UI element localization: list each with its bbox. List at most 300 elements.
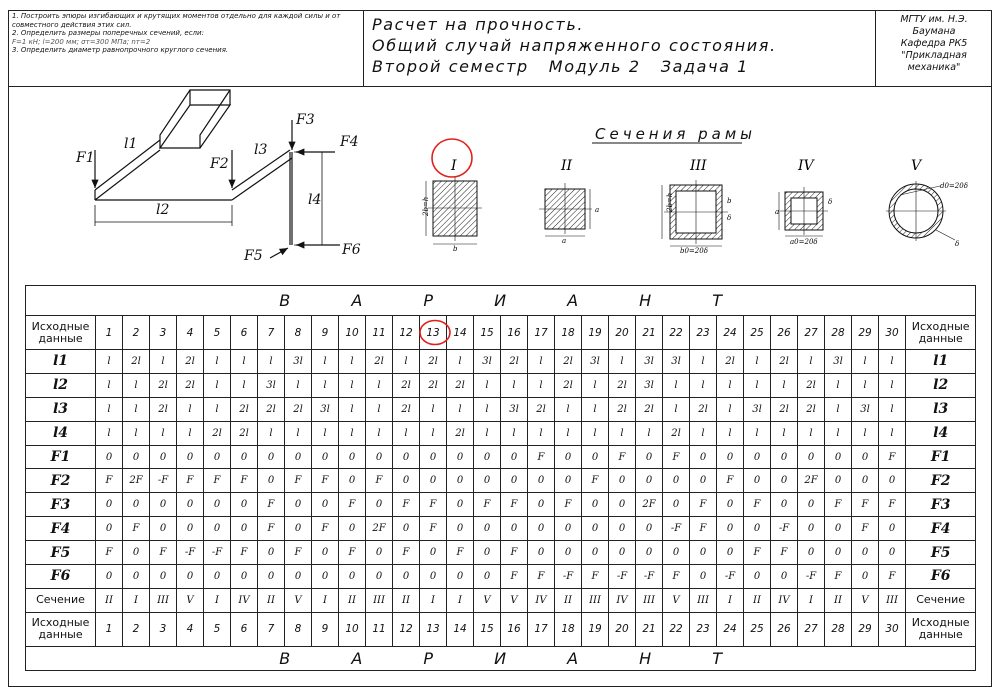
section-cell: V [663,588,690,612]
table-cell: 0 [879,517,906,541]
table-cell: 2l [366,350,393,374]
footer-variant-number-22: 22 [663,612,690,646]
table-cell: F [555,493,582,517]
section-cell: III [582,588,609,612]
footer-variant-number-12: 12 [393,612,420,646]
table-cell: 3l [852,397,879,421]
section-cell: II [744,588,771,612]
table-cell: 3l [663,350,690,374]
row-label-f6: F6 [26,565,96,589]
section-cell: V [501,588,528,612]
variant-number-24: 24 [717,316,744,350]
label-f1: F1 [76,150,95,166]
variant-number-22: 22 [663,316,690,350]
table-cell: l [528,373,555,397]
table-cell: F [204,469,231,493]
table-cell: l [285,421,312,445]
footer-label-left: Исходные данные [26,612,96,646]
footer-variant-number-27: 27 [798,612,825,646]
section-cell: III [150,588,177,612]
table-cell: 2l [393,397,420,421]
table-cell: -F [636,565,663,589]
table-cell: 0 [717,445,744,469]
row-label-right-f1: F1 [906,445,976,469]
table-cell: l [312,373,339,397]
label-f5: F5 [244,248,263,264]
table-cell: 3l [744,397,771,421]
table-cell: l [339,397,366,421]
table-cell: l [690,421,717,445]
footer-variant-number-9: 9 [312,612,339,646]
section-row-label-right: Сечение [906,588,976,612]
table-cell: 0 [231,445,258,469]
table-cell: 0 [636,541,663,565]
table-cell: F [474,493,501,517]
table-cell: 0 [717,493,744,517]
table-cell: 0 [285,565,312,589]
table-cell: 0 [474,541,501,565]
table-cell: -F [798,565,825,589]
table-cell: l [582,373,609,397]
table-cell: 0 [663,493,690,517]
table-cell: F [879,493,906,517]
table-cell: 0 [528,517,555,541]
table-cell: 0 [582,541,609,565]
data-row-f6 [26,565,976,589]
table-cell: F [528,445,555,469]
table-cell: 2l [231,421,258,445]
section-iv-dim-delta: δ [828,198,833,206]
footer-variant-number-24: 24 [717,612,744,646]
table-cell: 0 [528,493,555,517]
table-cell: 0 [744,445,771,469]
table-cell: l [366,397,393,421]
section-cell: V [285,588,312,612]
table-cell: 0 [447,517,474,541]
row-label-right-f5: F5 [906,541,976,565]
table-cell: 0 [393,469,420,493]
row-label-f5: F5 [26,541,96,565]
table-cell: l [771,421,798,445]
table-cell: 0 [528,469,555,493]
variant-number-14: 14 [447,316,474,350]
table-cell: l [663,397,690,421]
table-cell: l [96,421,123,445]
table-cell: 0 [258,541,285,565]
table-cell: 0 [771,445,798,469]
variant-footer-row [26,612,976,646]
table-cell: F [447,541,474,565]
table-cell: 0 [312,445,339,469]
variant-title-row [26,286,976,316]
variant-header-row [26,316,976,350]
variant-number-5: 5 [204,316,231,350]
variant-number-2: 2 [123,316,150,350]
table-cell: 0 [96,445,123,469]
table-cell: 2l [663,421,690,445]
table-cell: l [879,373,906,397]
section-iii-dim-b: b [727,197,732,205]
section-cell: II [258,588,285,612]
table-cell: 0 [852,541,879,565]
variant-number-16: 16 [501,316,528,350]
table-cell: F [690,493,717,517]
table-cell: l [420,397,447,421]
table-cell: F [825,565,852,589]
table-cell: 0 [852,445,879,469]
table-cell: 0 [420,541,447,565]
table-cell: 3l [258,373,285,397]
footer-variant-number-3: 3 [150,612,177,646]
table-cell: 0 [339,565,366,589]
table-cell: 3l [501,397,528,421]
row-label-right-l3: l3 [906,397,976,421]
footer-variant-number-29: 29 [852,612,879,646]
variant-number-28: 28 [825,316,852,350]
table-cell: l [312,421,339,445]
instruction-2: 2. Определить размеры поперечных сечений, если: [12,29,204,37]
table-cell: 3l [636,350,663,374]
table-cell: 0 [501,445,528,469]
data-row-f1 [26,445,976,469]
row-label-right-f4: F4 [906,517,976,541]
table-cell: 0 [150,445,177,469]
table-cell: F [393,493,420,517]
table-cell: l [204,350,231,374]
table-cell: 0 [474,469,501,493]
table-cell: F [690,517,717,541]
section-cell: V [852,588,879,612]
table-cell: F [96,469,123,493]
table-cell: F [420,517,447,541]
variant-number-7: 7 [258,316,285,350]
table-cell: 0 [825,541,852,565]
table-cell: 0 [609,517,636,541]
table-cell: 0 [204,565,231,589]
table-cell: 0 [420,565,447,589]
section-row [26,588,976,612]
section-i-numeral: I [451,158,457,174]
data-row-f3 [26,493,976,517]
section-cell: I [717,588,744,612]
section-v [886,158,968,248]
title-line-3: Второй семестр Модуль 2 Задача 1 [372,57,749,76]
table-cell: 2F [636,493,663,517]
table-cell: 0 [393,445,420,469]
footer-variant-number-4: 4 [177,612,204,646]
table-cell: 0 [744,517,771,541]
table-cell: 0 [177,493,204,517]
table-cell: l [393,421,420,445]
section-ii [539,158,599,245]
table-cell: 0 [177,565,204,589]
table-cell: 0 [420,445,447,469]
table-cell: l [582,397,609,421]
table-cell: l [555,397,582,421]
table-cell: -F [663,517,690,541]
table-cell: F [366,469,393,493]
table-cell: l [150,350,177,374]
variant-number-11: 11 [366,316,393,350]
row-label-right-l4: l4 [906,421,976,445]
table-cell: 0 [177,445,204,469]
table-cell: 0 [96,493,123,517]
table-cell: 0 [393,565,420,589]
table-cell: l [339,350,366,374]
label-l4: l4 [308,192,322,208]
table-cell: 2l [177,350,204,374]
section-iii-numeral: III [690,158,707,174]
table-cell: F [150,541,177,565]
table-cell: l [393,350,420,374]
table-cell: 0 [420,469,447,493]
table-cell: l [690,350,717,374]
table-cell: 2l [798,373,825,397]
table-cell: F [879,565,906,589]
table-cell: 2l [609,397,636,421]
section-cell: IV [231,588,258,612]
table-cell: 0 [258,565,285,589]
table-cell: F [771,541,798,565]
variant-footer-title: В А Р И А Н Т [26,646,976,670]
row-label-right-l2: l2 [906,373,976,397]
table-cell: 0 [825,469,852,493]
table-cell: l [852,373,879,397]
table-cell: 0 [717,541,744,565]
table-cell: F [258,517,285,541]
row-label-f4: F4 [26,517,96,541]
table-cell: 2l [636,397,663,421]
table-cell: l [744,421,771,445]
table-cell: 0 [474,565,501,589]
section-i [422,139,482,253]
section-iv-numeral: IV [798,158,814,174]
table-cell: 0 [312,493,339,517]
data-row-l3 [26,397,976,421]
data-row-l2 [26,373,976,397]
section-cell: III [366,588,393,612]
table-cell: 0 [150,565,177,589]
section-iii-dim-b0: b0=20δ [680,247,708,255]
row-label-right-l1: l1 [906,350,976,374]
table-cell: l [96,373,123,397]
table-cell: l [96,397,123,421]
table-cell: F [852,493,879,517]
table-cell: 0 [501,469,528,493]
table-cell: F [501,493,528,517]
table-cell: l [339,421,366,445]
table-cell: 2l [528,397,555,421]
table-cell: l [501,421,528,445]
section-ii-dim-a-bottom: a [562,237,567,245]
table-cell: F [339,493,366,517]
variant-number-13: 13 [420,316,447,350]
table-cell: 0 [879,469,906,493]
row-label-f1: F1 [26,445,96,469]
table-cell: l [123,397,150,421]
footer-variant-number-16: 16 [501,612,528,646]
footer-variant-number-19: 19 [582,612,609,646]
section-i-dim-h: 2b=h [422,196,430,216]
table-cell: 0 [231,493,258,517]
table-cell: 0 [798,445,825,469]
variant-number-4: 4 [177,316,204,350]
table-cell: l [825,397,852,421]
table-cell: 2l [609,373,636,397]
table-cell: 0 [582,517,609,541]
table-cell: 0 [447,445,474,469]
table-cell: 0 [150,517,177,541]
footer-variant-number-10: 10 [339,612,366,646]
table-cell: l [744,350,771,374]
label-l3: l3 [254,142,268,158]
table-cell: 0 [663,469,690,493]
table-cell: 3l [474,350,501,374]
table-cell: 0 [852,469,879,493]
variant-title: В А Р И А Н Т [26,286,976,316]
table-cell: -F [150,469,177,493]
table-cell: 2l [555,350,582,374]
section-iv-dim-a0: a0=20δ [790,238,818,246]
row-label-right-f2: F2 [906,469,976,493]
table-cell: F [663,445,690,469]
table-cell: 2l [555,373,582,397]
variant-number-29: 29 [852,316,879,350]
table-cell: l [123,373,150,397]
table-cell: 0 [663,541,690,565]
table-cell: l [474,373,501,397]
section-cell: I [204,588,231,612]
table-cell: 2F [366,517,393,541]
table-cell: F [825,493,852,517]
variant-number-12: 12 [393,316,420,350]
table-cell: F [123,517,150,541]
table-cell: l [447,350,474,374]
table-cell: l [366,421,393,445]
table-cell: 0 [123,541,150,565]
footer-variant-number-13: 13 [420,612,447,646]
section-ii-dim-a-side: a [595,206,600,214]
section-v-dim-delta: δ [955,240,960,248]
table-cell: 2l [420,350,447,374]
section-cell: IV [609,588,636,612]
table-cell: 0 [690,469,717,493]
table-cell: 2F [798,469,825,493]
table-cell: F [312,517,339,541]
table-cell: 2F [123,469,150,493]
table-cell: l [636,421,663,445]
footer-variant-number-11: 11 [366,612,393,646]
table-cell: 0 [285,517,312,541]
table-cell: 3l [825,350,852,374]
table-cell: 2l [447,373,474,397]
table-cell: 0 [393,517,420,541]
table-cell: 2l [285,397,312,421]
table-cell: F [231,541,258,565]
table-cell: l [474,397,501,421]
label-f4: F4 [340,134,359,150]
variant-table [25,285,976,671]
table-cell: l [798,421,825,445]
table-cell: 0 [744,469,771,493]
section-cell: II [393,588,420,612]
section-cell: III [879,588,906,612]
table-cell: l [258,350,285,374]
variant-number-8: 8 [285,316,312,350]
table-cell: 0 [339,469,366,493]
section-cell: II [825,588,852,612]
section-iv-dim-a: a [775,208,780,216]
instruction-given: F=1 кН; l=200 мм; σт=300 МПа; nт=2 [12,37,151,46]
table-cell: F [528,565,555,589]
row-label-l2: l2 [26,373,96,397]
footer-variant-number-26: 26 [771,612,798,646]
table-cell: l [717,397,744,421]
table-cell: l [204,397,231,421]
table-cell: 2l [393,373,420,397]
variant-number-3: 3 [150,316,177,350]
section-cell: III [636,588,663,612]
variant-number-26: 26 [771,316,798,350]
table-cell: 3l [312,397,339,421]
table-cell: 0 [636,517,663,541]
data-row-f4 [26,517,976,541]
table-cell: 0 [258,469,285,493]
table-cell: l [690,373,717,397]
table-cell: 0 [447,493,474,517]
table-cell: l [204,373,231,397]
label-l2: l2 [156,202,170,218]
table-cell: F [717,469,744,493]
section-cell: IV [528,588,555,612]
table-cell: -F [555,565,582,589]
table-cell: 2l [771,397,798,421]
table-cell: 2l [447,421,474,445]
table-cell: l [474,421,501,445]
table-cell: l [555,421,582,445]
table-cell: l [528,421,555,445]
table-cell: l [798,350,825,374]
table-cell: 0 [123,565,150,589]
table-cell: 2l [501,350,528,374]
section-cell: II [555,588,582,612]
table-cell: -F [717,565,744,589]
row-label-right-f6: F6 [906,565,976,589]
table-cell: 0 [501,517,528,541]
footer-label-right: Исходные данные [906,612,976,646]
table-cell: 0 [555,541,582,565]
footer-variant-number-23: 23 [690,612,717,646]
table-cell: l [150,421,177,445]
table-cell: 2l [717,350,744,374]
label-l1: l1 [124,136,138,152]
table-cell: 0 [204,517,231,541]
table-cell: 0 [825,517,852,541]
table-cell: F [393,541,420,565]
footer-variant-number-25: 25 [744,612,771,646]
table-cell: l [501,373,528,397]
table-cell: 0 [96,517,123,541]
table-cell: 3l [636,373,663,397]
table-cell: 0 [582,445,609,469]
table-cell: 0 [771,565,798,589]
table-cell: 2l [798,397,825,421]
section-cell: I [447,588,474,612]
table-cell: F [96,541,123,565]
section-cell: I [420,588,447,612]
table-cell: 2l [258,397,285,421]
table-cell: l [609,421,636,445]
